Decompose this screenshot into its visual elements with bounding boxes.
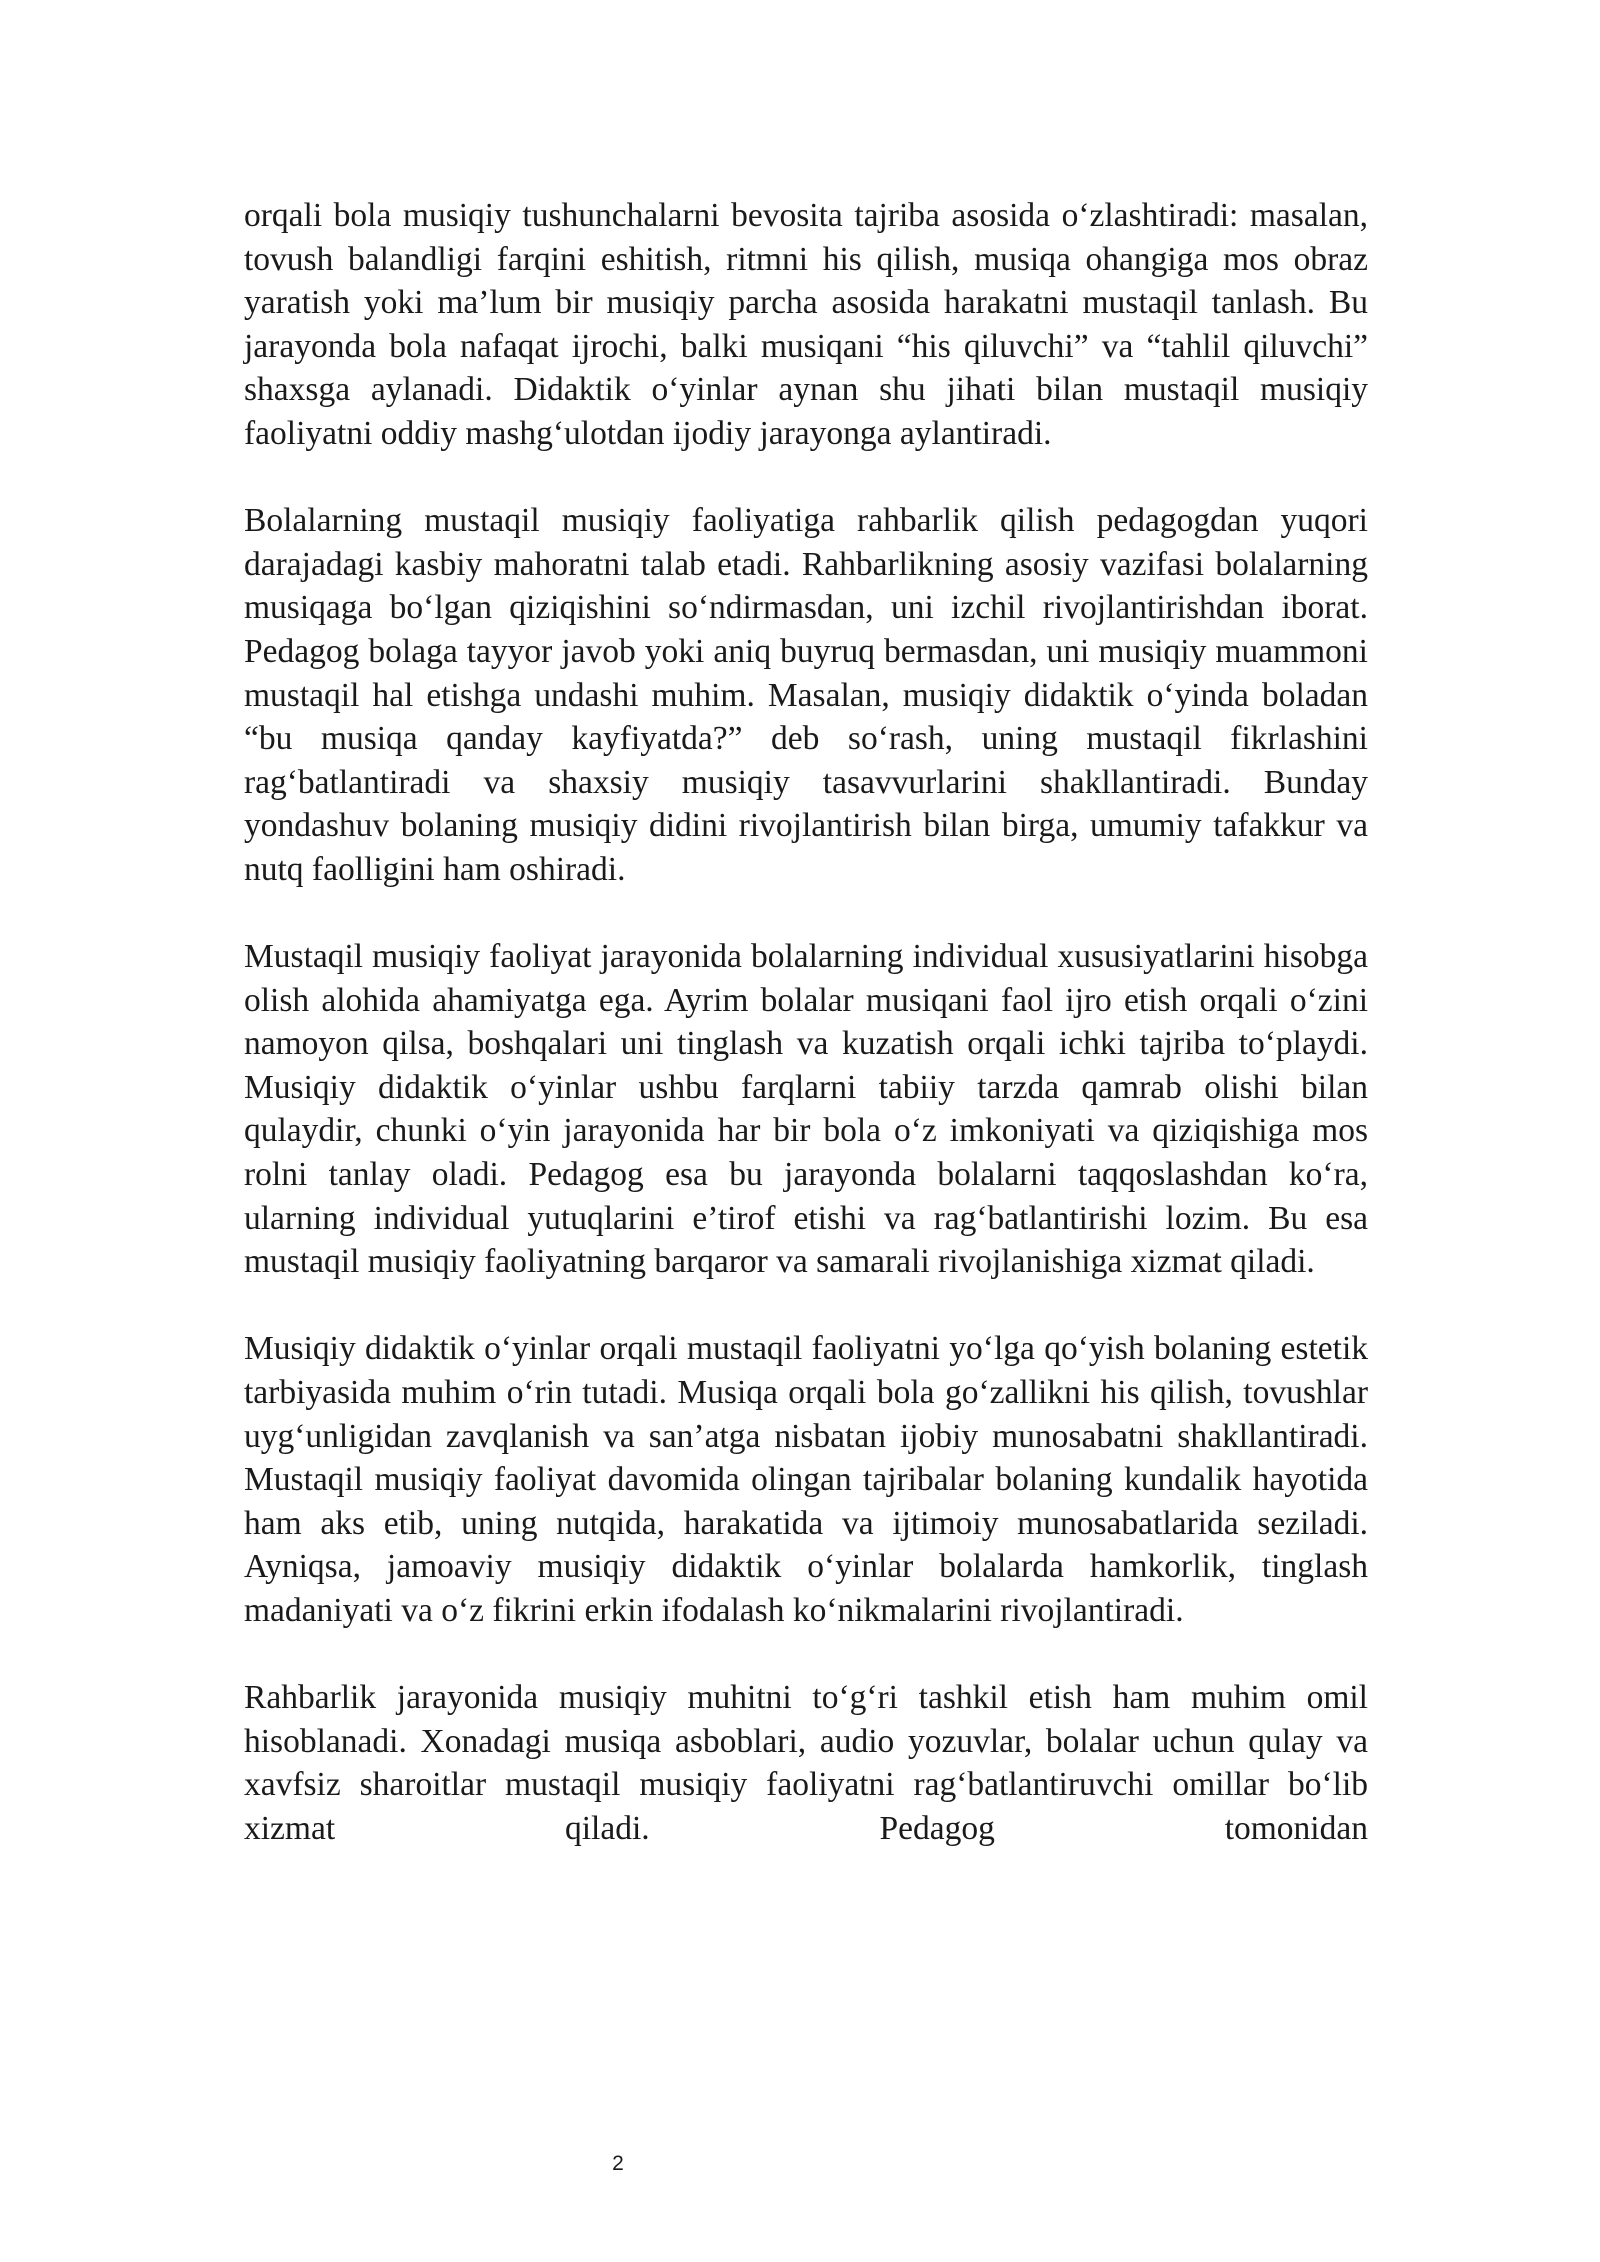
body-text <box>244 194 1368 1894</box>
paragraph-1: orqali bola musiqiy tushunchalarni bevosita tajriba asosida o‘zlashtiradi: masalan, tovush balandligi farqini eshitish, ritmni his qilish, musiqa ohangiga mos obraz yaratish yoki ma’lum bir musiqiy parcha asosida harakatni mustaqil tanlash. Bu jarayonda bola nafaqat ijrochi, balki musiqani “his qiluvchi” va “tahlil qiluvchi” shaxsga aylanadi. Didaktik o‘yinlar aynan shu jihati bilan mustaqil musiqiy faoliyatni oddiy mashg‘ulotdan ijodiy jarayonga aylantiradi. <box>244 197 1368 452</box>
paragraph-5: Rahbarlik jarayonida musiqiy muhitni to‘g‘ri tashkil etish ham muhim omil hisoblanadi. Xonadagi musiqa asboblari, audio yozuvlar, bolalar uchun qulay va xavfsiz sharoitlar mustaqil musiqiy faoliyatni rag‘batlantiruvchi omillar bo‘lib xizmat qiladi. Pedagog tomonidan <box>244 1679 1368 1847</box>
paragraph-2: Bolalarning mustaqil musiqiy faoliyatiga rahbarlik qilish pedagogdan yuqori darajadagi kasbiy mahoratni talab etadi. Rahbarlikning asosiy vazifasi bolalarning musiqaga bo‘lgan qiziqishini so‘ndirmasdan, uni izchil rivojlantirishdan iborat. Pedagog bolaga tayyor javob yoki aniq buyruq bermasdan, uni musiqiy muammoni mustaqil hal etishga undashi muhim. Masalan, musiqiy didaktik o‘yinda boladan “bu musiqa qanday kayfiyatda?” deb so‘rash, uning mustaqil fikrlashini rag‘batlantiradi va shaxsiy musiqiy tasavvurlarini shakllantiradi. Bunday yondashuv bolaning musiqiy didini rivojlantirish bilan birga, umumiy tafakkur va nutq faolligini ham oshiradi. <box>244 502 1368 888</box>
paragraph-3: Mustaqil musiqiy faoliyat jarayonida bolalarning individual xususiyatlarini hisobga olish alohida ahamiyatga ega. Ayrim bolalar musiqani faol ijro etish orqali o‘zini namoyon qilsa, boshqalari uni tinglash va kuzatish orqali ichki tajriba to‘playdi. Musiqiy didaktik o‘yinlar ushbu farqlarni tabiiy tarzda qamrab olishi bilan qulaydir, chunki o‘yin jarayonida har bir bola o‘z imkoniyati va qiziqishiga mos rolni tanlay oladi. Pedagog esa bu jarayonda bolalarni taqqoslashdan ko‘ra, ularning individual yutuqlarini e’tirof etishi va rag‘batlantirishi lozim. Bu esa mustaqil musiqiy faoliyatning barqaror va samarali rivojlanishiga xizmat qiladi. <box>244 938 1368 1281</box>
page-number: 2 <box>612 2152 624 2175</box>
paragraph-4: Musiqiy didaktik o‘yinlar orqali mustaqil faoliyatni yo‘lga qo‘yish bolaning estetik tarbiyasida muhim o‘rin tutadi. Musiqa orqali bola go‘zallikni his qilish, tovushlar uyg‘unligidan zavqlanish va san’atga nisbatan ijobiy munosabatni shakllantiradi. Mustaqil musiqiy faoliyat davomida olingan tajribalar bolaning kundalik hayotida ham aks etib, uning nutqida, harakatida va ijtimoiy munosabatlarida seziladi. Ayniqsa, jamoaviy musiqiy didaktik o‘yinlar bolalarda hamkorlik, tinglash madaniyati va o‘z fikrini erkin ifodalash ko‘nikmalarini rivojlantiradi. <box>244 1330 1368 1629</box>
